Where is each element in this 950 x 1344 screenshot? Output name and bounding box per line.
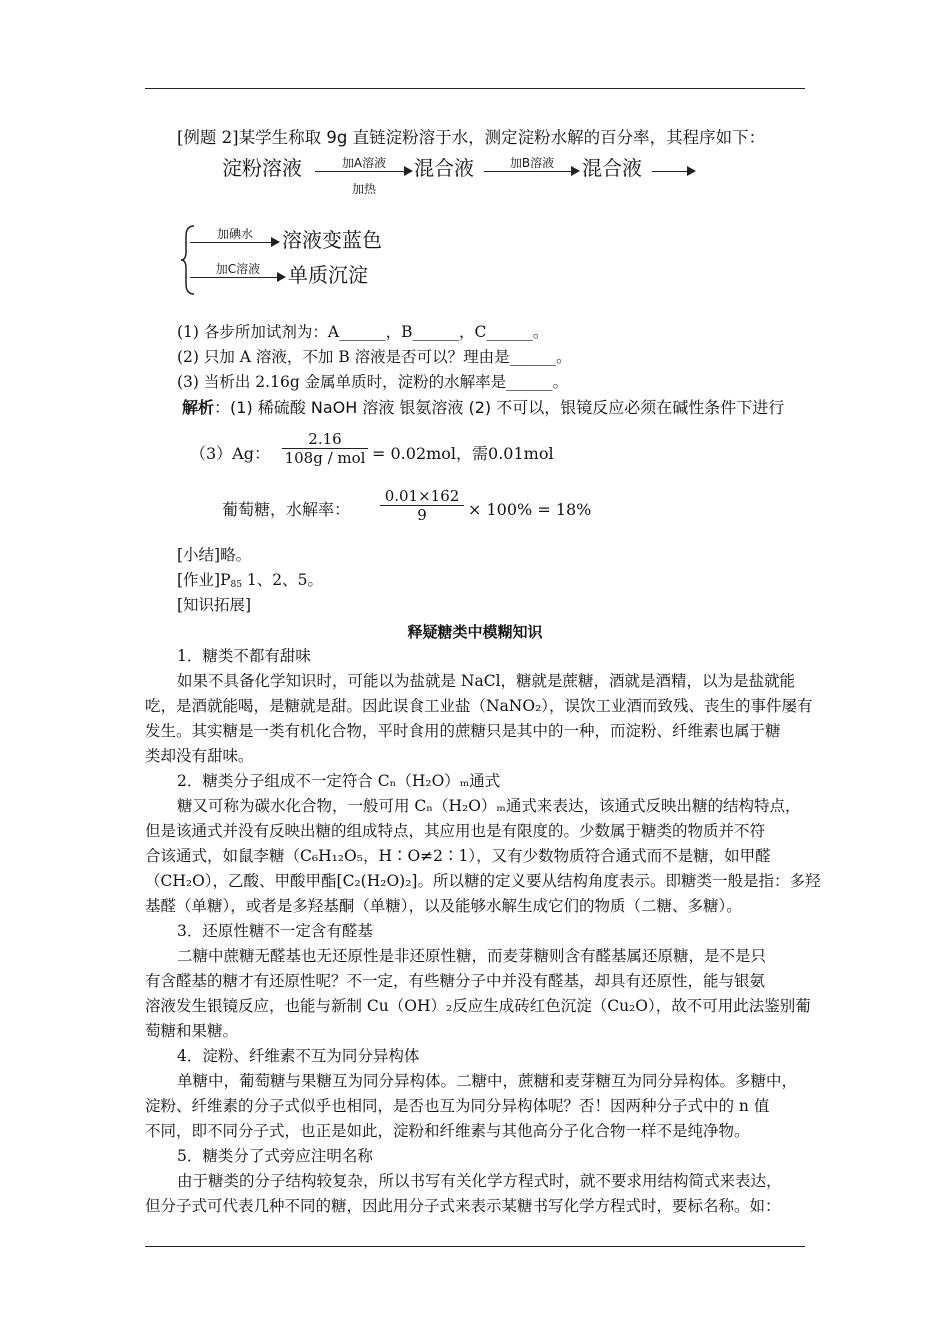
answer-text: ：(1) 稀硫酸 NaOH 溶液 银氨溶液 (2) 不可以，银镜反应必须在碱性条件下进行 xyxy=(214,398,785,417)
example-text: 某学生称取 9g 直链淀粉溶于水，测定淀粉水解的百分率，其程序如下： xyxy=(238,128,766,147)
section-4-line: 单糖中，葡萄糖与果糖互为同分异构体。二糖中，蔗糖和麦芽糖互为同分异构体。多糖中， xyxy=(177,1072,798,1090)
question-2: (2) 只加 A 溶液，不加 B 溶液是否可以？理由是______。 xyxy=(177,348,572,366)
section-2-heading: 2．糖类分子组成不一定符合 Cₙ（H₂O）ₘ通式 xyxy=(177,772,501,790)
flow-arrow-1-top: 加A溶液 xyxy=(341,156,387,170)
section-1-line: 类却没有甜味。 xyxy=(145,747,254,765)
section-4-line: 淀粉、纤维素的分子式似乎也相同，是否也互为同分异构体呢？否！因两种分子式中的 n 值 xyxy=(145,1097,770,1115)
section-2-line: 基醛（单糖），或者是多羟基酮（单糖），以及能够水解生成它们的物质（二糖、多糖）。 xyxy=(145,897,742,915)
section-2-line: （CH₂O），乙酸、甲酸甲酯[C₂(H₂O)₂]。所以糖的定义要从结构角度表示。即糖类一般是指：多羟 xyxy=(145,872,821,890)
flow-mid-2: 混合液 xyxy=(582,156,642,180)
flow-arrow-2 xyxy=(484,158,580,192)
calc1-numerator: 2.16 xyxy=(282,430,368,449)
question-3: (3) 当析出 2.16g 金属单质时，淀粉的水解率是______。 xyxy=(177,373,569,391)
calc2-fraction xyxy=(380,487,464,524)
example-title xyxy=(177,127,837,149)
answer-label: 解析 xyxy=(182,398,215,417)
calc2-denominator: 9 xyxy=(417,506,427,524)
calc1-denominator: 108g / mol xyxy=(284,449,366,467)
homework-prefix: [作业]P xyxy=(177,571,231,589)
branch-arrow-1 xyxy=(190,229,280,263)
branch-result-1: 溶液变蓝色 xyxy=(282,228,382,252)
section-3-line: 溶液发生银镜反应，也能与新制 Cu（OH）₂反应生成砖红色沉淀（Cu₂O），故不可用此法鉴别葡 xyxy=(145,997,811,1015)
section-1-line: 吃，是酒就能喝，是糖就是甜。因此误食工业盐（NaNO₂），误饮工业酒而致残、丧生的事件屡有 xyxy=(145,697,813,715)
flow-arrow-1 xyxy=(315,156,413,196)
section-2-line: 但是该通式并没有反映出糖的组成特点，其应用也是有限度的。少数属于糖类的物质并不符 xyxy=(145,822,766,840)
knowledge-extension: [知识拓展] xyxy=(177,596,252,614)
calc2-prefix: 葡萄糖，水解率： xyxy=(222,500,351,519)
summary: [小结]略。 xyxy=(177,546,252,564)
section-2-line: 糖又可称为碳水化合物，一般可用 Cₙ（H₂O）ₘ通式来表达，该通式反映出糖的结构特点， xyxy=(177,797,801,815)
section-5-heading: 5．糖类分了式旁应注明名称 xyxy=(177,1147,373,1165)
section-3-line: 二糖中蔗糖无醛基也无还原性是非还原性糖，而麦芽糖则含有醛基属还原糖，是不是只 xyxy=(177,947,767,965)
section-3-heading: 3．还原性糖不一定含有醛基 xyxy=(177,922,373,940)
flow-arrow-1-bottom: 加热 xyxy=(351,182,376,196)
article-title: 释疑糖类中模糊知识 xyxy=(407,623,543,641)
homework-page: 85 xyxy=(230,580,242,590)
example-label: [例题 2] xyxy=(177,128,239,147)
calc2-numerator: 0.01×162 xyxy=(380,487,464,506)
flow-arrow-2-top: 加B溶液 xyxy=(509,156,555,170)
homework xyxy=(177,569,837,596)
section-1-line: 如果不具备化学知识时，可能以为盐就是 NaCl，糖就是蔗糖，酒就是酒精，以为是盐就能 xyxy=(177,672,796,690)
branch-arrow-1-label: 加碘水 xyxy=(216,227,253,241)
section-5-line: 但分子式可代表几种不同的糖，因此用分子式来表示某糖书写化学方程式时，要标名称。如： xyxy=(145,1197,781,1215)
section-5-line: 由于糖类的分子结构较复杂，所以书写有关化学方程式时，就不要求用结构简式来表达， xyxy=(177,1172,782,1190)
calc2-result: × 100% = 18% xyxy=(468,500,592,519)
calc1-result: = 0.02mol，需0.01mol xyxy=(372,444,554,463)
header-rule xyxy=(145,88,805,89)
question-1: (1) 各步所加试剂为：A______，B______，C______。 xyxy=(177,323,549,341)
footer-rule xyxy=(145,1246,805,1247)
calc1-fraction xyxy=(282,430,368,467)
section-1-heading: 1．糖类不都有甜味 xyxy=(177,647,311,665)
branch-arrow-2 xyxy=(190,264,286,298)
flow-arrow-3 xyxy=(652,158,696,192)
flow-start: 淀粉溶液 xyxy=(222,156,302,180)
section-4-heading: 4．淀粉、纤维素不互为同分异构体 xyxy=(177,1047,420,1065)
section-2-line: 合该通式，如鼠李糖（C₆H₁₂O₅，H∶O≠2∶1），又有少数物质符合通式而不是糖，如甲醛 xyxy=(145,847,771,865)
section-4-line: 不同，即不同分子式，也正是如此，淀粉和纤维素与其他高分子化合物一样不是纯净物。 xyxy=(145,1122,750,1140)
section-1-line: 发生。其实糖是一类有机化合物，平时食用的蔗糖只是其中的一种，而淀粉、纤维素也属于糖 xyxy=(145,722,781,740)
flow-mid-1: 混合液 xyxy=(414,156,474,180)
section-3-line: 有含醛基的糖才有还原性呢？不一定，有些糖分子中并没有醛基，却具有还原性，能与银氨 xyxy=(145,972,766,990)
answer xyxy=(182,397,842,419)
branch-arrow-2-label: 加C溶液 xyxy=(215,262,261,276)
calc1-prefix: （3）Ag： xyxy=(190,444,270,463)
homework-items: 1、2、5。 xyxy=(241,571,323,589)
branch-result-2: 单质沉淀 xyxy=(288,263,368,287)
section-3-line: 萄糖和果糖。 xyxy=(145,1022,239,1040)
